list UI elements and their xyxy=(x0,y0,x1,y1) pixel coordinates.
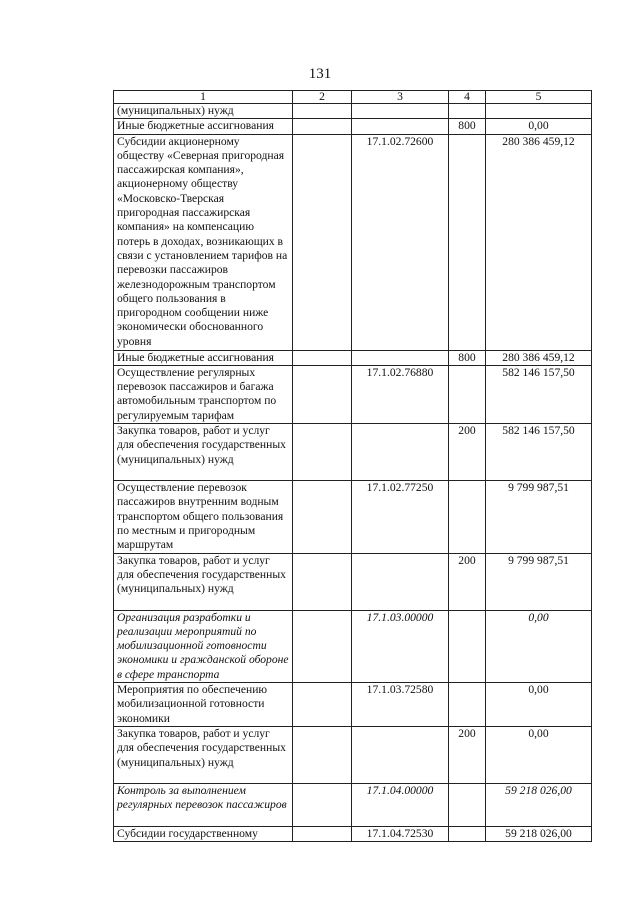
table-cell-c3: 17.1.02.76880 xyxy=(352,365,449,423)
table-cell-c4 xyxy=(449,783,486,826)
table-cell-c4: 200 xyxy=(449,726,486,783)
table-cell-c5: 9 799 987,51 xyxy=(486,553,592,610)
table-cell-c5 xyxy=(486,104,592,119)
table-cell-c4: 800 xyxy=(449,350,486,365)
table-cell-c2 xyxy=(293,424,352,481)
table-cell-c5: 0,00 xyxy=(486,119,592,134)
table-cell-c5: 9 799 987,51 xyxy=(486,481,592,553)
column-header: 2 xyxy=(293,91,352,104)
table-cell-c3 xyxy=(352,553,449,610)
table-cell-c2 xyxy=(293,610,352,682)
table-cell-c5: 0,00 xyxy=(486,610,592,682)
table-cell-c1: Иные бюджетные ассигнования xyxy=(114,350,293,365)
table-cell-c4 xyxy=(449,610,486,682)
table-cell-c1: Закупка товаров, работ и услуг для обеспечения государственных (муниципальных) нужд xyxy=(114,424,293,481)
table-cell-c1: Мероприятия по обеспечению мобилизационной готовности экономики xyxy=(114,683,293,727)
table-cell-c3: 17.1.04.72530 xyxy=(352,826,449,841)
column-header: 3 xyxy=(352,91,449,104)
table-cell-c3 xyxy=(352,424,449,481)
table-cell-c5: 59 218 026,00 xyxy=(486,826,592,841)
table-cell-c5: 0,00 xyxy=(486,726,592,783)
table-cell-c2 xyxy=(293,726,352,783)
table-cell-c1: Закупка товаров, работ и услуг для обеспечения государственных (муниципальных) нужд xyxy=(114,553,293,610)
table-row xyxy=(114,783,592,826)
table-cell-c4 xyxy=(449,104,486,119)
table-cell-c5: 280 386 459,12 xyxy=(486,350,592,365)
page-number: 131 xyxy=(308,66,332,82)
table-row xyxy=(114,553,592,610)
table-cell-c1: (муниципальных) нужд xyxy=(114,104,293,119)
table-row xyxy=(114,726,592,783)
table-cell-c4 xyxy=(449,683,486,727)
table-cell-c5: 280 386 459,12 xyxy=(486,134,592,350)
column-header: 5 xyxy=(486,91,592,104)
table-cell-c2 xyxy=(293,683,352,727)
table-row xyxy=(114,424,592,481)
table-row xyxy=(114,481,592,553)
table-cell-c1: Закупка товаров, работ и услуг для обеспечения государственных (муниципальных) нужд xyxy=(114,726,293,783)
table-cell-c3: 17.1.04.00000 xyxy=(352,783,449,826)
table-cell-c4 xyxy=(449,481,486,553)
table-cell-c3 xyxy=(352,104,449,119)
table-row xyxy=(114,134,592,350)
table-cell-c5: 0,00 xyxy=(486,683,592,727)
table-cell-c4: 800 xyxy=(449,119,486,134)
table-cell-c2 xyxy=(293,553,352,610)
table-cell-c3 xyxy=(352,119,449,134)
table-cell-c1: Контроль за выполнением регулярных перевозок пассажиров xyxy=(114,783,293,826)
column-header: 4 xyxy=(449,91,486,104)
table-cell-c4: 200 xyxy=(449,553,486,610)
table-cell-c2 xyxy=(293,481,352,553)
column-header: 1 xyxy=(114,91,293,104)
table-row xyxy=(114,826,592,841)
table-cell-c4 xyxy=(449,134,486,350)
table-row xyxy=(114,610,592,682)
table-cell-c3: 17.1.02.72600 xyxy=(352,134,449,350)
table-cell-c3: 17.1.02.77250 xyxy=(352,481,449,553)
table-row xyxy=(114,350,592,365)
table-row xyxy=(114,365,592,423)
table-cell-c1: Осуществление перевозок пассажиров внутренним водным транспортом общего пользования по местным и пригородным маршрутам xyxy=(114,481,293,553)
table-cell-c4 xyxy=(449,365,486,423)
table-cell-c3 xyxy=(352,350,449,365)
table-cell-c2 xyxy=(293,104,352,119)
table-cell-c4: 200 xyxy=(449,424,486,481)
table-cell-c1: Субсидии акционерному обществу «Северная пригородная пассажирская компания», акционерному обществу «Московско-Тверская пригородная пассажирская компания» на компенсацию потерь в доходах, возникающих в связи с установлением тарифов на перевозки пассажиров железнодорожным транспортом общего пользования в пригородном сообщении ниже экономически обоснованного уровня xyxy=(114,134,293,350)
table-row xyxy=(114,683,592,727)
table-cell-c3 xyxy=(352,726,449,783)
table-row xyxy=(114,104,592,119)
table-cell-c5: 582 146 157,50 xyxy=(486,365,592,423)
table-cell-c2 xyxy=(293,365,352,423)
budget-table xyxy=(113,90,592,842)
table-cell-c3: 17.1.03.00000 xyxy=(352,610,449,682)
table-cell-c2 xyxy=(293,119,352,134)
table-cell-c1: Иные бюджетные ассигнования xyxy=(114,119,293,134)
table-cell-c5: 59 218 026,00 xyxy=(486,783,592,826)
table-cell-c2 xyxy=(293,350,352,365)
table-cell-c1: Организация разработки и реализации мероприятий по мобилизационной готовности экономики и гражданской обороне в сфере транспорта xyxy=(114,610,293,682)
table-cell-c3: 17.1.03.72580 xyxy=(352,683,449,727)
table-cell-c1: Субсидии государственному xyxy=(114,826,293,841)
table-row xyxy=(114,119,592,134)
table-cell-c1: Осуществление регулярных перевозок пассажиров и багажа автомобильным транспортом по регулируемым тарифам xyxy=(114,365,293,423)
table-header-row xyxy=(114,91,592,104)
table-cell-c2 xyxy=(293,826,352,841)
table-cell-c4 xyxy=(449,826,486,841)
table-cell-c2 xyxy=(293,783,352,826)
table-cell-c5: 582 146 157,50 xyxy=(486,424,592,481)
table-cell-c2 xyxy=(293,134,352,350)
